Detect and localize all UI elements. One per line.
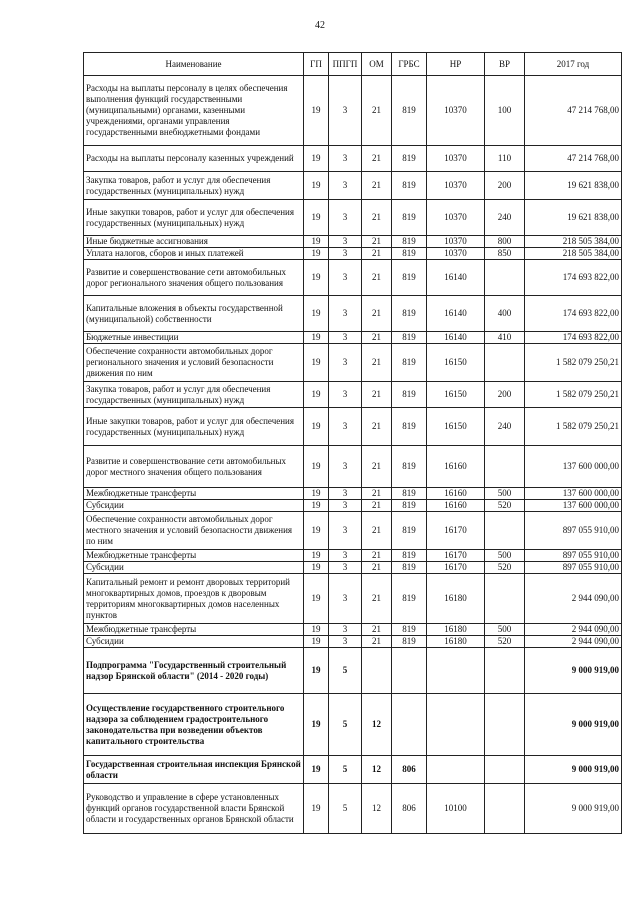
- row-om: 21: [362, 624, 392, 636]
- row-om: 21: [362, 260, 392, 296]
- row-om: 21: [362, 200, 392, 236]
- row-name: Межбюджетные трансферты: [84, 488, 304, 500]
- row-vr: 500: [485, 624, 525, 636]
- row-nr: 16150: [427, 382, 485, 408]
- row-amount: 9 000 919,00: [525, 756, 622, 784]
- row-vr: 100: [485, 76, 525, 146]
- row-grbs: 819: [392, 382, 427, 408]
- row-grbs: [392, 648, 427, 694]
- table-row: [84, 344, 622, 382]
- table-body: [84, 76, 622, 834]
- row-om: 21: [362, 236, 392, 248]
- row-nr: 10370: [427, 172, 485, 200]
- row-name: Развитие и совершенствование сети автомобильных дорог регионального значения общего пользования: [84, 260, 304, 296]
- row-gp: 19: [304, 756, 329, 784]
- row-vr: [485, 260, 525, 296]
- row-ppgp: 3: [329, 408, 362, 446]
- row-nr: [427, 756, 485, 784]
- row-ppgp: 3: [329, 446, 362, 488]
- row-name: Развитие и совершенствование сети автомобильных дорог местного значения общего пользования: [84, 446, 304, 488]
- header-grbs: ГРБС: [392, 53, 427, 76]
- row-nr: 10370: [427, 76, 485, 146]
- row-ppgp: 3: [329, 574, 362, 624]
- row-ppgp: 5: [329, 784, 362, 834]
- row-grbs: 819: [392, 500, 427, 512]
- row-amount: 137 600 000,00: [525, 488, 622, 500]
- row-gp: 19: [304, 648, 329, 694]
- row-gp: 19: [304, 512, 329, 550]
- table-row: [84, 648, 622, 694]
- row-ppgp: 3: [329, 236, 362, 248]
- row-nr: 16180: [427, 624, 485, 636]
- header-vr: ВР: [485, 53, 525, 76]
- row-grbs: 819: [392, 488, 427, 500]
- row-om: 21: [362, 146, 392, 172]
- row-amount: 2 944 090,00: [525, 624, 622, 636]
- row-gp: 19: [304, 344, 329, 382]
- row-amount: 1 582 079 250,21: [525, 408, 622, 446]
- row-grbs: 819: [392, 76, 427, 146]
- row-name: Субсидии: [84, 500, 304, 512]
- row-name: Руководство и управление в сфере установленных функций органов государственной власти Брянской области и государственных органов Брянской области: [84, 784, 304, 834]
- row-om: 21: [362, 562, 392, 574]
- row-om: 21: [362, 248, 392, 260]
- page-number: 42: [315, 20, 325, 31]
- row-amount: 19 621 838,00: [525, 200, 622, 236]
- row-name: Уплата налогов, сборов и иных платежей: [84, 248, 304, 260]
- row-gp: 19: [304, 694, 329, 756]
- row-grbs: 806: [392, 784, 427, 834]
- row-ppgp: 3: [329, 332, 362, 344]
- row-grbs: 819: [392, 260, 427, 296]
- row-grbs: [392, 694, 427, 756]
- table-header-row: [84, 53, 622, 76]
- row-ppgp: 3: [329, 550, 362, 562]
- row-ppgp: 3: [329, 146, 362, 172]
- row-grbs: 819: [392, 550, 427, 562]
- row-gp: 19: [304, 146, 329, 172]
- row-om: 21: [362, 382, 392, 408]
- row-name: Закупка товаров, работ и услуг для обеспечения государственных (муниципальных) нужд: [84, 382, 304, 408]
- row-vr: [485, 344, 525, 382]
- table-row: [84, 146, 622, 172]
- row-name: Межбюджетные трансферты: [84, 550, 304, 562]
- row-om: 12: [362, 694, 392, 756]
- row-ppgp: 3: [329, 248, 362, 260]
- row-vr: 520: [485, 562, 525, 574]
- row-name: Иные закупки товаров, работ и услуг для обеспечения государственных (муниципальных) нужд: [84, 200, 304, 236]
- row-nr: 16170: [427, 562, 485, 574]
- header-nr: НР: [427, 53, 485, 76]
- row-om: 12: [362, 756, 392, 784]
- header-ppgp: ППГП: [329, 53, 362, 76]
- row-nr: 16180: [427, 636, 485, 648]
- row-grbs: 819: [392, 236, 427, 248]
- row-om: 21: [362, 636, 392, 648]
- row-ppgp: 5: [329, 756, 362, 784]
- row-gp: 19: [304, 382, 329, 408]
- table-row: [84, 332, 622, 344]
- row-vr: [485, 512, 525, 550]
- row-ppgp: 3: [329, 636, 362, 648]
- row-nr: 10370: [427, 200, 485, 236]
- row-om: 21: [362, 76, 392, 146]
- row-nr: 10370: [427, 236, 485, 248]
- row-name: Иные бюджетные ассигнования: [84, 236, 304, 248]
- row-amount: 137 600 000,00: [525, 446, 622, 488]
- row-grbs: 819: [392, 146, 427, 172]
- row-amount: 174 693 822,00: [525, 296, 622, 332]
- row-nr: 16180: [427, 574, 485, 624]
- row-vr: 500: [485, 488, 525, 500]
- header-gp: ГП: [304, 53, 329, 76]
- table-row: [84, 382, 622, 408]
- row-gp: 19: [304, 296, 329, 332]
- row-gp: 19: [304, 636, 329, 648]
- row-om: 21: [362, 332, 392, 344]
- row-ppgp: 5: [329, 648, 362, 694]
- row-name: Бюджетные инвестиции: [84, 332, 304, 344]
- row-nr: 16150: [427, 344, 485, 382]
- row-gp: 19: [304, 562, 329, 574]
- row-nr: 16160: [427, 488, 485, 500]
- row-vr: 410: [485, 332, 525, 344]
- table-row: [84, 624, 622, 636]
- row-amount: 47 214 768,00: [525, 146, 622, 172]
- row-grbs: 819: [392, 200, 427, 236]
- table-row: [84, 200, 622, 236]
- row-om: 21: [362, 408, 392, 446]
- row-nr: [427, 648, 485, 694]
- row-name: Расходы на выплаты персоналу в целях обеспечения выполнения функций государственными (муниципальными) органами, казенными учреждениями, органами управления государственными внебюджетными фондами: [84, 76, 304, 146]
- table-row: [84, 296, 622, 332]
- row-vr: [485, 648, 525, 694]
- row-amount: 218 505 384,00: [525, 236, 622, 248]
- row-amount: 2 944 090,00: [525, 574, 622, 624]
- row-gp: 19: [304, 332, 329, 344]
- row-nr: 16140: [427, 296, 485, 332]
- table-row: [84, 248, 622, 260]
- row-grbs: 806: [392, 756, 427, 784]
- table-row: [84, 550, 622, 562]
- row-amount: 47 214 768,00: [525, 76, 622, 146]
- table-row: [84, 446, 622, 488]
- table-row: [84, 260, 622, 296]
- row-name: Осуществление государственного строительного надзора за соблюдением градостроительного законодательства при возведении объектов капитального строительства: [84, 694, 304, 756]
- row-name: Государственная строительная инспекция Брянской области: [84, 756, 304, 784]
- table-row: [84, 636, 622, 648]
- row-nr: 16160: [427, 446, 485, 488]
- row-amount: 1 582 079 250,21: [525, 382, 622, 408]
- row-nr: [427, 694, 485, 756]
- row-name: Обеспечение сохранности автомобильных дорог регионального значения и условий безопасности движения по ним: [84, 344, 304, 382]
- table-row: [84, 76, 622, 146]
- row-vr: [485, 784, 525, 834]
- row-grbs: 819: [392, 344, 427, 382]
- row-name: Иные закупки товаров, работ и услуг для обеспечения государственных (муниципальных) нужд: [84, 408, 304, 446]
- row-amount: 897 055 910,00: [525, 562, 622, 574]
- row-ppgp: 3: [329, 260, 362, 296]
- table-row: [84, 756, 622, 784]
- table-row: [84, 784, 622, 834]
- row-ppgp: 3: [329, 624, 362, 636]
- row-om: 21: [362, 500, 392, 512]
- row-gp: 19: [304, 408, 329, 446]
- row-vr: 520: [485, 500, 525, 512]
- row-ppgp: 3: [329, 512, 362, 550]
- table-row: [84, 488, 622, 500]
- row-vr: 110: [485, 146, 525, 172]
- row-ppgp: 3: [329, 382, 362, 408]
- row-grbs: 819: [392, 408, 427, 446]
- row-ppgp: 3: [329, 172, 362, 200]
- table-row: [84, 172, 622, 200]
- row-vr: 520: [485, 636, 525, 648]
- table-row: [84, 512, 622, 550]
- row-grbs: 819: [392, 624, 427, 636]
- row-gp: 19: [304, 574, 329, 624]
- row-amount: 1 582 079 250,21: [525, 344, 622, 382]
- row-amount: 137 600 000,00: [525, 500, 622, 512]
- row-vr: [485, 694, 525, 756]
- row-om: 21: [362, 488, 392, 500]
- row-name: Подпрограмма "Государственный строительный надзор Брянской области" (2014 - 2020 годы): [84, 648, 304, 694]
- row-gp: 19: [304, 550, 329, 562]
- row-nr: 10370: [427, 248, 485, 260]
- row-om: 21: [362, 550, 392, 562]
- row-ppgp: 3: [329, 344, 362, 382]
- row-ppgp: 3: [329, 562, 362, 574]
- row-vr: 800: [485, 236, 525, 248]
- row-grbs: 819: [392, 636, 427, 648]
- row-gp: 19: [304, 500, 329, 512]
- row-om: 21: [362, 344, 392, 382]
- row-name: Обеспечение сохранности автомобильных дорог местного значения и условий безопасности движения по ним: [84, 512, 304, 550]
- row-gp: 19: [304, 200, 329, 236]
- row-name: Субсидии: [84, 562, 304, 574]
- row-grbs: 819: [392, 562, 427, 574]
- row-name: Капитальные вложения в объекты государственной (муниципальной) собственности: [84, 296, 304, 332]
- table-row: [84, 562, 622, 574]
- row-vr: 200: [485, 382, 525, 408]
- row-grbs: 819: [392, 446, 427, 488]
- row-name: Субсидии: [84, 636, 304, 648]
- row-nr: 16150: [427, 408, 485, 446]
- row-ppgp: 3: [329, 200, 362, 236]
- row-amount: 897 055 910,00: [525, 550, 622, 562]
- row-amount: 2 944 090,00: [525, 636, 622, 648]
- row-ppgp: 3: [329, 500, 362, 512]
- row-amount: 897 055 910,00: [525, 512, 622, 550]
- row-vr: [485, 446, 525, 488]
- row-om: 21: [362, 446, 392, 488]
- row-amount: 9 000 919,00: [525, 784, 622, 834]
- row-om: 21: [362, 512, 392, 550]
- row-nr: 16160: [427, 500, 485, 512]
- row-vr: 240: [485, 408, 525, 446]
- row-vr: 400: [485, 296, 525, 332]
- row-nr: 16170: [427, 550, 485, 562]
- row-grbs: 819: [392, 512, 427, 550]
- row-nr: 16140: [427, 332, 485, 344]
- row-ppgp: 5: [329, 694, 362, 756]
- row-vr: 240: [485, 200, 525, 236]
- row-om: 21: [362, 296, 392, 332]
- table-row: [84, 408, 622, 446]
- row-gp: 19: [304, 172, 329, 200]
- table-row: [84, 694, 622, 756]
- row-name: Закупка товаров, работ и услуг для обеспечения государственных (муниципальных) нужд: [84, 172, 304, 200]
- row-ppgp: 3: [329, 76, 362, 146]
- row-gp: 19: [304, 260, 329, 296]
- row-gp: 19: [304, 784, 329, 834]
- budget-table: [83, 52, 622, 834]
- header-2017: 2017 год: [525, 53, 622, 76]
- row-gp: 19: [304, 488, 329, 500]
- row-nr: 16140: [427, 260, 485, 296]
- row-vr: 200: [485, 172, 525, 200]
- row-amount: 174 693 822,00: [525, 260, 622, 296]
- row-gp: 19: [304, 76, 329, 146]
- row-gp: 19: [304, 624, 329, 636]
- row-grbs: 819: [392, 574, 427, 624]
- row-name: Расходы на выплаты персоналу казенных учреждений: [84, 146, 304, 172]
- row-om: [362, 648, 392, 694]
- row-name: Межбюджетные трансферты: [84, 624, 304, 636]
- row-grbs: 819: [392, 248, 427, 260]
- row-amount: 9 000 919,00: [525, 694, 622, 756]
- row-ppgp: 3: [329, 488, 362, 500]
- row-ppgp: 3: [329, 296, 362, 332]
- row-nr: 10100: [427, 784, 485, 834]
- row-amount: 19 621 838,00: [525, 172, 622, 200]
- row-grbs: 819: [392, 296, 427, 332]
- row-vr: 850: [485, 248, 525, 260]
- row-gp: 19: [304, 248, 329, 260]
- table-row: [84, 574, 622, 624]
- row-vr: [485, 756, 525, 784]
- header-om: ОМ: [362, 53, 392, 76]
- row-nr: 16170: [427, 512, 485, 550]
- row-grbs: 819: [392, 172, 427, 200]
- row-nr: 10370: [427, 146, 485, 172]
- row-amount: 9 000 919,00: [525, 648, 622, 694]
- row-amount: 174 693 822,00: [525, 332, 622, 344]
- row-vr: 500: [485, 550, 525, 562]
- row-gp: 19: [304, 236, 329, 248]
- row-om: 21: [362, 574, 392, 624]
- table-row: [84, 500, 622, 512]
- row-om: 21: [362, 172, 392, 200]
- row-name: Капитальный ремонт и ремонт дворовых территорий многоквартирных домов, проездов к дворовым территориям многоквартирных домов населенных пунктов: [84, 574, 304, 624]
- row-grbs: 819: [392, 332, 427, 344]
- row-amount: 218 505 384,00: [525, 248, 622, 260]
- table-row: [84, 236, 622, 248]
- header-name: Наименование: [84, 53, 304, 76]
- row-gp: 19: [304, 446, 329, 488]
- row-vr: [485, 574, 525, 624]
- row-om: 12: [362, 784, 392, 834]
